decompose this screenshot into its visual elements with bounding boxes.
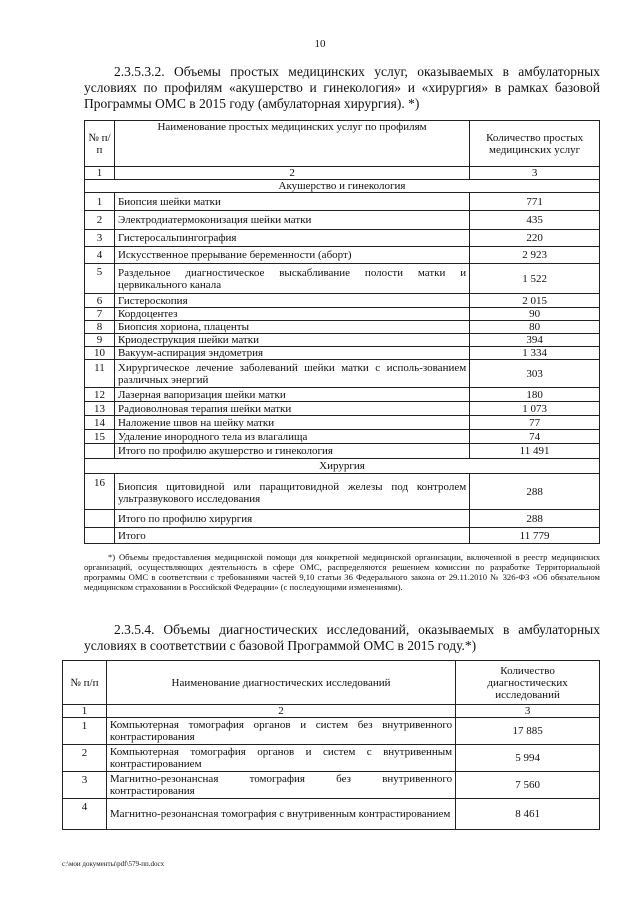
row-name: Вакуум-аспирация эндометрия <box>114 347 469 360</box>
table-header-row <box>85 121 600 167</box>
column-number-row <box>85 167 600 180</box>
row-num: 5 <box>85 264 115 294</box>
row-num: 10 <box>85 347 115 360</box>
header-num: № п/п <box>85 121 115 167</box>
row-num: 6 <box>85 294 115 308</box>
table-row <box>63 772 600 799</box>
total-row <box>85 510 600 528</box>
row-num: 15 <box>85 430 115 444</box>
row-num: 7 <box>85 308 115 321</box>
row-name: Электродиатермоконизация шейки матки <box>114 211 469 230</box>
total2-qty: 288 <box>470 510 600 528</box>
colnum2-3: 3 <box>456 705 600 718</box>
row-qty: 1 334 <box>470 347 600 360</box>
colnum-1: 1 <box>85 167 115 180</box>
table-row <box>85 308 600 321</box>
table-row <box>85 321 600 334</box>
colnum-3: 3 <box>470 167 600 180</box>
row-qty: 80 <box>470 321 600 334</box>
footnote-text: *) Объемы предоставления медицинской помощи для конкретной медицинской организации, включенной в реестр медицинских организаций, осуществляющих деятельность в сфере ОМС, распределяются решением комиссии по разработке Территориальной программы ОМС в соответствии с требованиями частей 9,10 статьи 36 Федерального закона от 29.11.2010 № 326-ФЗ «Об обязательном медицинском страховании в Российской Федерации» (с последующими изменениями). <box>84 552 600 592</box>
table-row <box>85 294 600 308</box>
diagnostics-table <box>62 660 600 830</box>
row-name: Наложение швов на шейку матки <box>114 416 469 430</box>
row-qty: 771 <box>470 193 600 211</box>
table-row <box>85 264 600 294</box>
row-num: 8 <box>85 321 115 334</box>
row-num: 2 <box>63 745 107 772</box>
row-num: 3 <box>85 230 115 247</box>
row-qty: 7 560 <box>456 772 600 799</box>
row-qty: 77 <box>470 416 600 430</box>
table-row <box>85 211 600 230</box>
row-qty: 74 <box>470 430 600 444</box>
row-num: 9 <box>85 334 115 347</box>
header-name: Наименование простых медицинских услуг по профилям <box>114 121 469 167</box>
table-row <box>85 416 600 430</box>
row16-name: Биопсия щитовидной или паращитовидной железы под контролем ультразвукового исследования <box>114 474 469 510</box>
row-num: 1 <box>85 193 115 211</box>
row-name: Раздельное диагностическое выскабливание полости матки и цервикального канала <box>114 264 469 294</box>
group-row <box>85 180 600 193</box>
table-row <box>85 430 600 444</box>
row-name: Компьютерная томография органов и систем без внутривенного контрастирования <box>106 718 455 745</box>
table-row <box>85 474 600 510</box>
row-qty: 90 <box>470 308 600 321</box>
colnum2-2: 2 <box>106 705 455 718</box>
row-name: Биопсия шейки матки <box>114 193 469 211</box>
row-qty: 180 <box>470 388 600 402</box>
row-num: 4 <box>63 799 107 830</box>
row-qty: 394 <box>470 334 600 347</box>
row-name: Искусственное прерывание беременности (аборт) <box>114 247 469 264</box>
table-row <box>63 745 600 772</box>
row-qty: 2 015 <box>470 294 600 308</box>
row-name: Хирургическое лечение заболеваний шейки матки с исполь-зованием различных энергий <box>114 360 469 388</box>
table-row <box>85 230 600 247</box>
section-heading-2-text: 2.3.5.4. Объемы диагностических исследований, оказываемых в амбулаторных условиях в соответствии с базовой Программой ОМС в 2015 году.*) <box>84 622 600 653</box>
table-row <box>85 247 600 264</box>
table-row <box>85 402 600 416</box>
row-name: Магнитно-резонансная томография без внутривенного контрастирования <box>106 772 455 799</box>
row-num: 14 <box>85 416 115 430</box>
section-heading-1-text: 2.3.5.3.2. Объемы простых медицинских услуг, оказываемых в амбулаторных условиях по профилям «акушерство и гинекология» и «хирургия» в рамках базовой Программы ОМС в 2015 году (амбулаторная хирургия). *) <box>84 64 600 111</box>
row-name: Гистероскопия <box>114 294 469 308</box>
row-name: Магнитно-резонансная томография с внутривенным контрастированием <box>106 799 455 830</box>
table-row <box>85 388 600 402</box>
row-name: Компьютерная томография органов и систем с внутривенным контрастированием <box>106 745 455 772</box>
row-num: 12 <box>85 388 115 402</box>
row-qty: 220 <box>470 230 600 247</box>
table-row <box>85 334 600 347</box>
section-heading-2 <box>84 622 600 654</box>
row-name: Кордоцентез <box>114 308 469 321</box>
row-qty: 5 994 <box>456 745 600 772</box>
total1-label: Итого по профилю акушерство и гинекология <box>114 444 469 459</box>
total2-label: Итого по профилю хирургия <box>114 510 469 528</box>
total1-qty: 11 491 <box>470 444 600 459</box>
grand-total-qty: 11 779 <box>470 528 600 544</box>
row16-num: 16 <box>85 474 115 510</box>
row-num: 11 <box>85 360 115 388</box>
header2-name: Наименование диагностических исследований <box>106 661 455 705</box>
header-qty: Количество простых медицинских услуг <box>470 121 600 167</box>
row-num: 13 <box>85 402 115 416</box>
row-qty: 303 <box>470 360 600 388</box>
table-row <box>63 799 600 830</box>
row-qty: 1 073 <box>470 402 600 416</box>
row-name: Гистеросальпингография <box>114 230 469 247</box>
header2-qty: Количество диагностических исследований <box>456 661 600 705</box>
row-qty: 17 885 <box>456 718 600 745</box>
table-row <box>85 193 600 211</box>
group-obstetrics: Акушерство и гинекология <box>85 180 600 193</box>
colnum2-1: 1 <box>63 705 107 718</box>
table-row <box>63 718 600 745</box>
footnote <box>84 552 600 592</box>
group-row <box>85 459 600 474</box>
row-name: Биопсия хориона, плаценты <box>114 321 469 334</box>
row-qty: 2 923 <box>470 247 600 264</box>
colnum-2: 2 <box>114 167 469 180</box>
row-num: 1 <box>63 718 107 745</box>
group-surgery: Хирургия <box>85 459 600 474</box>
section-heading-1 <box>84 64 600 112</box>
row-name: Радиоволновая терапия шейки матки <box>114 402 469 416</box>
row-qty: 435 <box>470 211 600 230</box>
column-number-row <box>63 705 600 718</box>
row-num: 2 <box>85 211 115 230</box>
file-path-footer: c:\мои документы\pdf\579-пп.docx <box>62 860 165 868</box>
header2-num: № п/п <box>63 661 107 705</box>
table-row <box>85 360 600 388</box>
table-header-row <box>63 661 600 705</box>
row16-qty: 288 <box>470 474 600 510</box>
row-name: Удаление инородного тела из влагалища <box>114 430 469 444</box>
page-number: 10 <box>314 38 326 50</box>
total-row <box>85 444 600 459</box>
grand-total-row <box>85 528 600 544</box>
row-name: Криодеструкция шейки матки <box>114 334 469 347</box>
row-name: Лазерная вапоризация шейки матки <box>114 388 469 402</box>
row-qty: 1 522 <box>470 264 600 294</box>
services-table <box>84 120 600 544</box>
grand-total-label: Итого <box>114 528 469 544</box>
row-num: 4 <box>85 247 115 264</box>
row-qty: 8 461 <box>456 799 600 830</box>
table-row <box>85 347 600 360</box>
row-num: 3 <box>63 772 107 799</box>
